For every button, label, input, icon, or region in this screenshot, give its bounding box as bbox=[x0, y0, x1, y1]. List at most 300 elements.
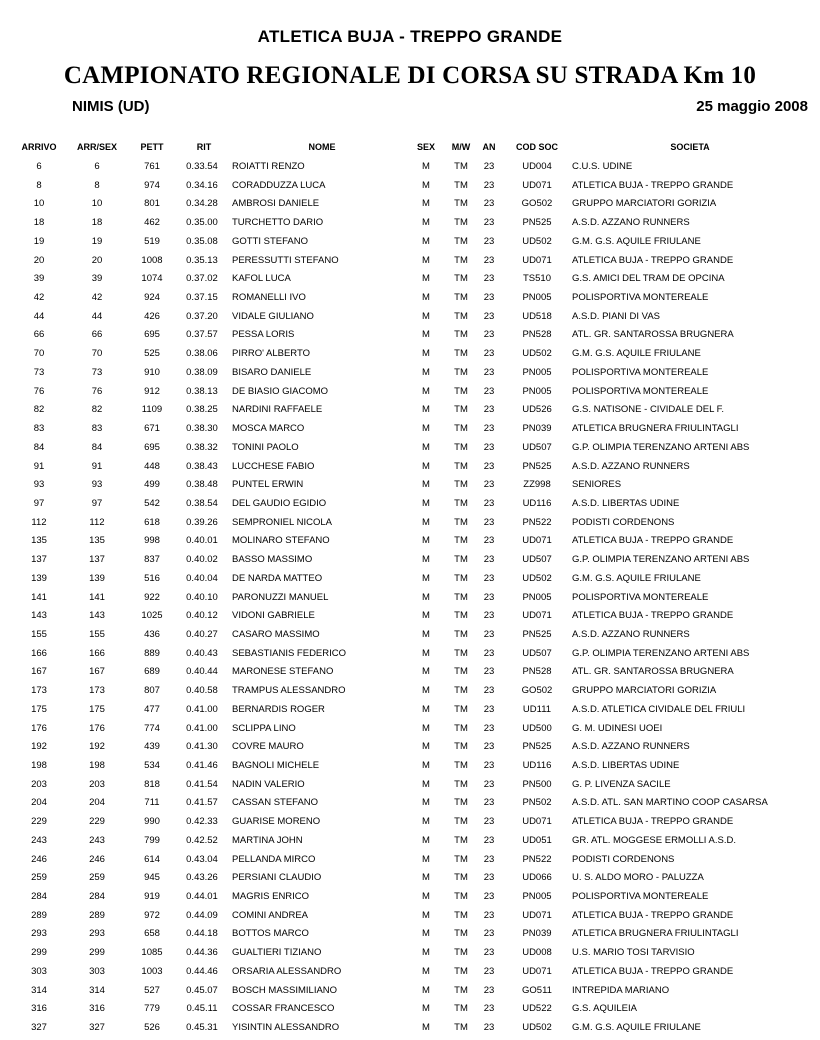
cell-pett: 1008 bbox=[141, 254, 163, 266]
cell-an: 23 bbox=[483, 853, 495, 865]
cell-pett: 658 bbox=[144, 928, 160, 940]
cell-arrivo: 243 bbox=[31, 834, 47, 846]
cell-pett: 919 bbox=[144, 891, 160, 903]
cell-sex: M bbox=[422, 535, 430, 547]
cell-sex: M bbox=[422, 423, 430, 435]
cell-nome: PARONUZZI MANUEL bbox=[232, 591, 329, 603]
cell-sex: M bbox=[422, 591, 430, 603]
cell-cod-soc: UD116 bbox=[522, 760, 552, 771]
cell-sex: M bbox=[422, 348, 430, 360]
cell-cod-soc: UD066 bbox=[522, 872, 552, 884]
cell-arrivo: 284 bbox=[31, 891, 47, 903]
cell-mw: TM bbox=[454, 572, 468, 584]
cell-mw: TM bbox=[454, 460, 468, 472]
cell-sex: M bbox=[422, 891, 430, 903]
cell-sex: M bbox=[422, 217, 430, 229]
cell-pett: 818 bbox=[144, 778, 160, 790]
cell-sex: M bbox=[422, 797, 430, 809]
table-row bbox=[0, 909, 820, 928]
cell-cod-soc: PN522 bbox=[522, 853, 552, 865]
cell-pett: 527 bbox=[144, 984, 160, 996]
cell-an: 23 bbox=[483, 628, 495, 640]
cell-an: 23 bbox=[483, 179, 495, 191]
cell-nome: BASSO MASSIMO bbox=[232, 554, 313, 566]
cell-sex: M bbox=[422, 628, 430, 640]
cell-arr-sex: 73 bbox=[91, 366, 103, 378]
cell-arrivo: 8 bbox=[36, 179, 42, 191]
cell-societa: G.M. G.S. AQUILE FRIULANE bbox=[572, 572, 701, 584]
cell-mw: TM bbox=[454, 909, 468, 921]
cell-an: 23 bbox=[483, 834, 495, 846]
cell-an: 23 bbox=[483, 460, 495, 472]
cell-societa: ATLETICA BUJA - TREPPO GRANDE bbox=[572, 179, 734, 191]
cell-cod-soc: UD116 bbox=[522, 497, 552, 509]
cell-arrivo: 246 bbox=[31, 853, 47, 865]
table-row bbox=[0, 591, 820, 610]
cell-arrivo: 204 bbox=[31, 797, 47, 809]
cell-nome: VIDONI GABRIELE bbox=[232, 610, 315, 622]
cell-rit: 0.38.32 bbox=[186, 441, 218, 453]
cell-societa: ATLETICA BRUGNERA FRIULINTAGLI bbox=[572, 423, 739, 435]
table-row bbox=[0, 179, 820, 198]
cell-arrivo: 83 bbox=[33, 423, 45, 435]
cell-societa: G.M. G.S. AQUILE FRIULANE bbox=[572, 348, 701, 360]
cell-mw: TM bbox=[454, 816, 468, 828]
cell-pett: 761 bbox=[144, 161, 160, 172]
cell-nome: KAFOL LUCA bbox=[232, 273, 291, 285]
cell-mw: TM bbox=[454, 872, 468, 884]
cell-rit: 0.45.31 bbox=[186, 1022, 218, 1034]
cell-sex: M bbox=[422, 760, 430, 771]
table-row bbox=[0, 984, 820, 1003]
cell-nome: COVRE MAURO bbox=[232, 741, 304, 753]
cell-an: 23 bbox=[483, 292, 495, 304]
cell-nome: TRAMPUS ALESSANDRO bbox=[232, 685, 346, 697]
cell-arrivo: 70 bbox=[33, 348, 45, 360]
event-date: 25 maggio 2008 bbox=[696, 98, 808, 115]
cell-nome: DEL GAUDIO EGIDIO bbox=[232, 497, 327, 509]
column-header-an: AN bbox=[482, 142, 496, 152]
cell-sex: M bbox=[422, 666, 430, 678]
cell-mw: TM bbox=[454, 928, 468, 940]
cell-nome: PERESSUTTI STEFANO bbox=[232, 254, 339, 266]
cell-cod-soc: UD071 bbox=[522, 965, 552, 977]
cell-societa: A.S.D. AZZANO RUNNERS bbox=[572, 217, 690, 229]
cell-sex: M bbox=[422, 909, 430, 921]
cell-rit: 0.35.08 bbox=[186, 235, 218, 247]
cell-cod-soc: PN502 bbox=[522, 797, 552, 809]
cell-arrivo: 82 bbox=[33, 404, 45, 416]
cell-pett: 799 bbox=[144, 834, 160, 846]
cell-an: 23 bbox=[483, 1003, 495, 1015]
cell-an: 23 bbox=[483, 778, 495, 790]
cell-societa: G.P. OLIMPIA TERENZANO ARTENI ABS bbox=[572, 647, 750, 659]
column-header-nome: NOME bbox=[308, 142, 336, 152]
cell-arr-sex: 284 bbox=[89, 891, 105, 903]
cell-rit: 0.44.18 bbox=[186, 928, 218, 940]
cell-mw: TM bbox=[454, 741, 468, 753]
cell-cod-soc: UD071 bbox=[522, 535, 552, 547]
cell-nome: GOTTI STEFANO bbox=[232, 235, 309, 247]
cell-arrivo: 229 bbox=[31, 816, 47, 828]
table-row bbox=[0, 647, 820, 666]
cell-arrivo: 39 bbox=[33, 273, 45, 285]
cell-sex: M bbox=[422, 235, 430, 247]
cell-mw: TM bbox=[454, 666, 468, 678]
cell-rit: 0.38.13 bbox=[186, 385, 218, 397]
cell-pett: 516 bbox=[144, 572, 160, 584]
cell-cod-soc: UD071 bbox=[522, 179, 552, 191]
cell-an: 23 bbox=[483, 217, 495, 229]
cell-an: 23 bbox=[483, 947, 495, 959]
cell-societa: G.S. AMICI DEL TRAM DE OPCINA bbox=[572, 273, 725, 285]
table-row bbox=[0, 815, 820, 834]
cell-an: 23 bbox=[483, 816, 495, 828]
cell-mw: TM bbox=[454, 797, 468, 809]
cell-arrivo: 173 bbox=[31, 685, 47, 697]
cell-rit: 0.40.01 bbox=[186, 535, 218, 547]
cell-arr-sex: 6 bbox=[94, 161, 100, 172]
cell-arr-sex: 76 bbox=[91, 385, 103, 397]
cell-mw: TM bbox=[454, 273, 468, 285]
cell-rit: 0.41.46 bbox=[186, 760, 218, 771]
cell-mw: TM bbox=[454, 441, 468, 453]
cell-societa: U.S. MARIO TOSI TARVISIO bbox=[572, 947, 695, 959]
column-header-mw: M/W bbox=[451, 142, 471, 152]
cell-arr-sex: 143 bbox=[89, 610, 105, 622]
cell-mw: TM bbox=[454, 647, 468, 659]
cell-arrivo: 259 bbox=[31, 872, 47, 884]
cell-pett: 889 bbox=[144, 647, 160, 659]
page-title: CAMPIONATO REGIONALE DI CORSA SU STRADA Km 10 bbox=[63, 62, 757, 89]
cell-cod-soc: UD502 bbox=[522, 235, 552, 247]
cell-cod-soc: UD522 bbox=[522, 1003, 552, 1015]
cell-rit: 0.38.43 bbox=[186, 460, 218, 472]
cell-cod-soc: PN522 bbox=[522, 516, 552, 528]
cell-arrivo: 176 bbox=[31, 722, 47, 734]
cell-arrivo: 175 bbox=[31, 703, 47, 715]
cell-sex: M bbox=[422, 947, 430, 959]
cell-arrivo: 20 bbox=[33, 254, 45, 266]
cell-sex: M bbox=[422, 161, 430, 172]
cell-rit: 0.40.27 bbox=[186, 628, 218, 640]
cell-pett: 912 bbox=[144, 385, 160, 397]
cell-cod-soc: ZZ998 bbox=[523, 479, 551, 491]
cell-rit: 0.34.16 bbox=[186, 179, 218, 191]
column-header-cod-soc: COD SOC bbox=[515, 142, 558, 152]
cell-rit: 0.38.30 bbox=[186, 423, 218, 435]
cell-pett: 436 bbox=[144, 628, 160, 640]
cell-nome: COMINI ANDREA bbox=[232, 909, 309, 921]
cell-arr-sex: 175 bbox=[89, 703, 105, 715]
table-row bbox=[0, 497, 820, 516]
table-row bbox=[0, 834, 820, 853]
cell-arrivo: 66 bbox=[33, 329, 45, 341]
cell-nome: PUNTEL ERWIN bbox=[232, 479, 304, 491]
cell-cod-soc: PN525 bbox=[522, 741, 552, 753]
cell-societa: ATLETICA BRUGNERA FRIULINTAGLI bbox=[572, 928, 739, 940]
table-row bbox=[0, 853, 820, 872]
cell-cod-soc: UD507 bbox=[522, 647, 552, 659]
cell-cod-soc: UD051 bbox=[522, 834, 552, 846]
cell-mw: TM bbox=[454, 479, 468, 491]
cell-an: 23 bbox=[483, 666, 495, 678]
cell-mw: TM bbox=[454, 329, 468, 341]
cell-arr-sex: 229 bbox=[89, 816, 105, 828]
cell-rit: 0.40.02 bbox=[186, 554, 218, 566]
cell-arrivo: 93 bbox=[33, 479, 45, 491]
cell-arr-sex: 243 bbox=[89, 834, 105, 846]
cell-arrivo: 18 bbox=[33, 217, 45, 229]
cell-an: 23 bbox=[483, 385, 495, 397]
table-row bbox=[0, 759, 820, 778]
cell-cod-soc: PN525 bbox=[522, 628, 552, 640]
cell-an: 23 bbox=[483, 741, 495, 753]
cell-mw: TM bbox=[454, 984, 468, 996]
cell-an: 23 bbox=[483, 965, 495, 977]
cell-rit: 0.38.06 bbox=[186, 348, 218, 360]
cell-nome: SCLIPPA LINO bbox=[232, 722, 296, 734]
cell-cod-soc: PN039 bbox=[522, 423, 552, 435]
cell-nome: AMBROSI DANIELE bbox=[232, 198, 320, 210]
cell-rit: 0.41.57 bbox=[186, 797, 218, 809]
cell-arr-sex: 167 bbox=[89, 666, 105, 678]
table-row bbox=[0, 796, 820, 815]
cell-an: 23 bbox=[483, 984, 495, 996]
cell-mw: TM bbox=[454, 385, 468, 397]
cell-arr-sex: 82 bbox=[91, 404, 103, 416]
cell-societa: ATLETICA BUJA - TREPPO GRANDE bbox=[572, 610, 734, 622]
cell-cod-soc: UD008 bbox=[522, 947, 552, 959]
cell-cod-soc: UD071 bbox=[522, 610, 552, 622]
cell-sex: M bbox=[422, 1022, 430, 1034]
cell-arrivo: 167 bbox=[31, 666, 47, 678]
event-place: NIMIS (UD) bbox=[72, 98, 150, 115]
cell-arr-sex: 155 bbox=[89, 628, 105, 640]
cell-nome: MARONESE STEFANO bbox=[232, 666, 334, 678]
cell-an: 23 bbox=[483, 516, 495, 528]
cell-sex: M bbox=[422, 554, 430, 566]
cell-rit: 0.43.04 bbox=[186, 853, 218, 865]
cell-arrivo: 137 bbox=[31, 554, 47, 566]
cell-arr-sex: 19 bbox=[91, 235, 103, 247]
cell-mw: TM bbox=[454, 1003, 468, 1015]
table-row bbox=[0, 403, 820, 422]
cell-mw: TM bbox=[454, 198, 468, 210]
cell-sex: M bbox=[422, 497, 430, 509]
cell-arr-sex: 293 bbox=[89, 928, 105, 940]
cell-arr-sex: 289 bbox=[89, 909, 105, 921]
cell-cod-soc: UD071 bbox=[522, 909, 552, 921]
cell-societa: POLISPORTIVA MONTEREALE bbox=[572, 591, 709, 603]
cell-an: 23 bbox=[483, 1022, 495, 1034]
cell-cod-soc: UD526 bbox=[522, 404, 552, 416]
cell-arr-sex: 20 bbox=[91, 254, 103, 266]
cell-rit: 0.40.44 bbox=[186, 666, 218, 678]
cell-societa: ATLETICA BUJA - TREPPO GRANDE bbox=[572, 816, 734, 828]
cell-arr-sex: 139 bbox=[89, 572, 105, 584]
table-row bbox=[0, 254, 820, 273]
cell-arrivo: 6 bbox=[36, 161, 42, 172]
cell-rit: 0.40.12 bbox=[186, 610, 218, 622]
cell-arrivo: 84 bbox=[33, 441, 45, 453]
cell-rit: 0.40.58 bbox=[186, 685, 218, 697]
column-header-pett: PETT bbox=[140, 142, 164, 152]
cell-arr-sex: 42 bbox=[91, 292, 103, 304]
cell-sex: M bbox=[422, 928, 430, 940]
table-row bbox=[0, 703, 820, 722]
cell-arr-sex: 91 bbox=[91, 460, 103, 472]
cell-nome: MARTINA JOHN bbox=[232, 834, 303, 846]
cell-arr-sex: 299 bbox=[89, 947, 105, 959]
cell-an: 23 bbox=[483, 423, 495, 435]
cell-mw: TM bbox=[454, 497, 468, 509]
cell-rit: 0.45.07 bbox=[186, 984, 218, 996]
cell-mw: TM bbox=[454, 703, 468, 715]
cell-sex: M bbox=[422, 366, 430, 378]
cell-societa: G. M. UDINESI UOEI bbox=[572, 722, 663, 734]
cell-an: 23 bbox=[483, 329, 495, 341]
cell-nome: SEMPRONIEL NICOLA bbox=[232, 516, 332, 528]
cell-nome: CASARO MASSIMO bbox=[232, 628, 320, 640]
cell-sex: M bbox=[422, 179, 430, 191]
cell-cod-soc: PN005 bbox=[522, 385, 552, 397]
table-row bbox=[0, 197, 820, 216]
cell-rit: 0.43.26 bbox=[186, 872, 218, 884]
cell-societa: ATLETICA BUJA - TREPPO GRANDE bbox=[572, 909, 734, 921]
cell-mw: TM bbox=[454, 685, 468, 697]
cell-cod-soc: UD004 bbox=[522, 161, 552, 172]
cell-rit: 0.44.36 bbox=[186, 947, 218, 959]
cell-pett: 1109 bbox=[141, 404, 163, 416]
cell-sex: M bbox=[422, 984, 430, 996]
cell-an: 23 bbox=[483, 198, 495, 210]
cell-pett: 448 bbox=[144, 460, 160, 472]
cell-cod-soc: PN525 bbox=[522, 217, 552, 229]
cell-an: 23 bbox=[483, 872, 495, 884]
cell-an: 23 bbox=[483, 703, 495, 715]
cell-arr-sex: 327 bbox=[89, 1022, 105, 1034]
cell-arr-sex: 137 bbox=[89, 554, 105, 566]
cell-arr-sex: 18 bbox=[91, 217, 103, 229]
cell-rit: 0.41.00 bbox=[186, 703, 218, 715]
cell-arr-sex: 192 bbox=[89, 741, 105, 753]
cell-societa: SENIORES bbox=[572, 479, 622, 491]
table-row bbox=[0, 778, 820, 797]
cell-mw: TM bbox=[454, 179, 468, 191]
cell-mw: TM bbox=[454, 254, 468, 266]
cell-cod-soc: UD507 bbox=[522, 441, 552, 453]
cell-cod-soc: UD071 bbox=[522, 816, 552, 828]
cell-mw: TM bbox=[454, 760, 468, 771]
cell-arr-sex: 84 bbox=[91, 441, 103, 453]
cell-nome: VIDALE GIULIANO bbox=[232, 310, 314, 322]
cell-nome: GUARISE MORENO bbox=[232, 816, 321, 828]
cell-pett: 998 bbox=[144, 535, 160, 547]
cell-arrivo: 44 bbox=[33, 310, 45, 322]
cell-arrivo: 166 bbox=[31, 647, 47, 659]
cell-nome: TURCHETTO DARIO bbox=[232, 217, 324, 229]
cell-arrivo: 73 bbox=[33, 366, 45, 378]
table-row bbox=[0, 665, 820, 684]
cell-mw: TM bbox=[454, 535, 468, 547]
cell-cod-soc: PN500 bbox=[522, 778, 552, 790]
cell-nome: PIRRO' ALBERTO bbox=[232, 348, 311, 360]
cell-pett: 439 bbox=[144, 741, 160, 753]
cell-an: 23 bbox=[483, 722, 495, 734]
cell-an: 23 bbox=[483, 610, 495, 622]
cell-cod-soc: UD071 bbox=[522, 254, 552, 266]
cell-mw: TM bbox=[454, 404, 468, 416]
cell-arrivo: 91 bbox=[33, 460, 45, 472]
cell-societa: A.S.D. ATLETICA CIVIDALE DEL FRIULI bbox=[572, 703, 746, 715]
cell-pett: 525 bbox=[144, 348, 160, 360]
cell-pett: 1003 bbox=[141, 965, 163, 977]
cell-arr-sex: 259 bbox=[89, 872, 105, 884]
cell-arr-sex: 135 bbox=[89, 535, 105, 547]
cell-rit: 0.35.00 bbox=[186, 217, 218, 229]
cell-mw: TM bbox=[454, 853, 468, 865]
cell-cod-soc: GO502 bbox=[521, 198, 553, 210]
table-row bbox=[0, 310, 820, 329]
cell-rit: 0.34.28 bbox=[186, 198, 218, 210]
cell-an: 23 bbox=[483, 891, 495, 903]
cell-rit: 0.44.46 bbox=[186, 965, 218, 977]
cell-nome: PESSA LORIS bbox=[232, 329, 295, 341]
cell-cod-soc: UD502 bbox=[522, 348, 552, 360]
cell-pett: 689 bbox=[144, 666, 160, 678]
cell-cod-soc: UD507 bbox=[522, 554, 552, 566]
cell-sex: M bbox=[422, 647, 430, 659]
cell-pett: 534 bbox=[144, 760, 160, 771]
cell-societa: G.M. G.S. AQUILE FRIULANE bbox=[572, 235, 701, 247]
table-row bbox=[0, 946, 820, 965]
cell-nome: MOLINARO STEFANO bbox=[232, 535, 330, 547]
cell-arrivo: 112 bbox=[31, 516, 47, 528]
cell-pett: 779 bbox=[144, 1003, 160, 1015]
cell-arr-sex: 141 bbox=[89, 591, 105, 603]
cell-pett: 477 bbox=[144, 703, 160, 715]
cell-nome: GUALTIERI TIZIANO bbox=[232, 947, 322, 959]
cell-nome: NADIN VALERIO bbox=[232, 778, 305, 790]
cell-mw: TM bbox=[454, 366, 468, 378]
cell-rit: 0.42.33 bbox=[186, 816, 218, 828]
cell-arr-sex: 203 bbox=[89, 778, 105, 790]
table-row bbox=[0, 235, 820, 254]
cell-rit: 0.37.57 bbox=[186, 329, 218, 341]
cell-societa: ATL. GR. SANTAROSSA BRUGNERA bbox=[572, 329, 734, 341]
cell-nome: SEBASTIANIS FEDERICO bbox=[232, 647, 347, 659]
cell-sex: M bbox=[422, 834, 430, 846]
cell-arr-sex: 316 bbox=[89, 1003, 105, 1015]
table-row bbox=[0, 328, 820, 347]
cell-rit: 0.41.00 bbox=[186, 722, 218, 734]
cell-societa: C.U.S. UDINE bbox=[572, 161, 633, 172]
cell-arr-sex: 204 bbox=[89, 797, 105, 809]
cell-pett: 990 bbox=[144, 816, 160, 828]
cell-nome: BERNARDIS ROGER bbox=[232, 703, 325, 715]
cell-arrivo: 10 bbox=[33, 198, 45, 210]
table-row bbox=[0, 1021, 820, 1040]
cell-rit: 0.44.09 bbox=[186, 909, 218, 921]
cell-sex: M bbox=[422, 329, 430, 341]
cell-rit: 0.38.09 bbox=[186, 366, 218, 378]
cell-an: 23 bbox=[483, 161, 495, 172]
cell-nome: BISARO DANIELE bbox=[232, 366, 312, 378]
cell-mw: TM bbox=[454, 778, 468, 790]
cell-nome: CASSAN STEFANO bbox=[232, 797, 319, 809]
cell-sex: M bbox=[422, 572, 430, 584]
